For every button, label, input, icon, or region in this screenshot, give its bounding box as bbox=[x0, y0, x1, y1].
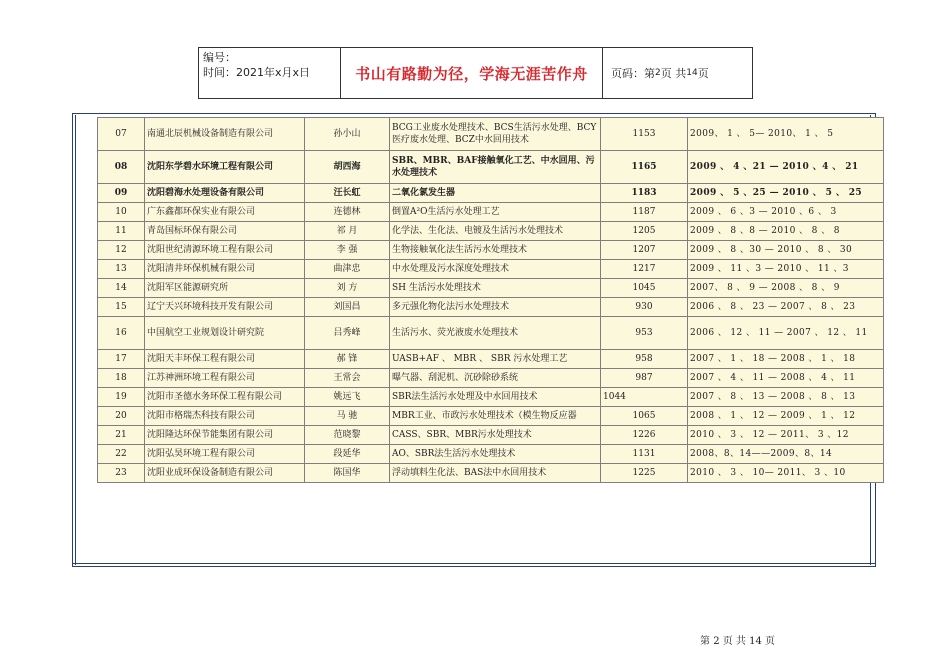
table-row bbox=[98, 184, 884, 203]
company-name: 青岛国标环保有限公司 bbox=[145, 222, 305, 241]
table-row bbox=[98, 298, 884, 317]
table-row bbox=[98, 241, 884, 260]
table-row bbox=[98, 203, 884, 222]
certificate-number: 1205 bbox=[601, 222, 688, 241]
row-number: 07 bbox=[98, 118, 145, 151]
header-meta bbox=[199, 48, 341, 98]
technology: AO、SBR法生活污水处理技术 bbox=[390, 445, 601, 464]
validity-period: 2006 、 12 、 11 — 2007 、 12 、 11 bbox=[688, 317, 884, 350]
code-label: 编号： bbox=[203, 51, 236, 64]
technology: 化学法、生化法、电镀及生活污水处理技术 bbox=[390, 222, 601, 241]
validity-period: 2007 、 1 、 18 — 2008 、 1 、 18 bbox=[688, 350, 884, 369]
technology: 中水处理及污水深度处理技术 bbox=[390, 260, 601, 279]
time-label: 时间：2021年x月x日 bbox=[203, 66, 311, 79]
contact-person: 孙小山 bbox=[305, 118, 390, 151]
technology: UASB+AF 、 MBR 、 SBR 污水处理工艺 bbox=[390, 350, 601, 369]
certificate-number: 1165 bbox=[601, 151, 688, 184]
validity-period: 2007 、 4 、 11 — 2008 、 4 、 11 bbox=[688, 369, 884, 388]
validity-period: 2009、 1 、 5— 2010、 1 、 5 bbox=[688, 118, 884, 151]
company-name: 南通北辰机械设备制造有限公司 bbox=[145, 118, 305, 151]
footer-page-total: 14 bbox=[749, 636, 762, 647]
row-number: 12 bbox=[98, 241, 145, 260]
page-mid: 页 共 bbox=[660, 67, 687, 80]
company-name: 沈阳军区能源研究所 bbox=[145, 279, 305, 298]
footer-text-b: 页 共 bbox=[722, 636, 746, 647]
technology: CASS、SBR、MBR污水处理技术 bbox=[390, 426, 601, 445]
contact-person: 祁 月 bbox=[305, 222, 390, 241]
page-total: 14 bbox=[686, 68, 698, 78]
contact-person: 范晓黎 bbox=[305, 426, 390, 445]
certificate-number: 930 bbox=[601, 298, 688, 317]
validity-period: 2007、 8 、 9 — 2008 、 8 、 9 bbox=[688, 279, 884, 298]
certificate-number: 1153 bbox=[601, 118, 688, 151]
page-footer bbox=[700, 632, 775, 647]
contact-person: 汪长虹 bbox=[305, 184, 390, 203]
certificate-number: 958 bbox=[601, 350, 688, 369]
technology: 生物接触氧化法生活污水处理技术 bbox=[390, 241, 601, 260]
frame-left-line bbox=[75, 115, 76, 565]
certificate-number: 953 bbox=[601, 317, 688, 350]
certificate-number: 1131 bbox=[601, 445, 688, 464]
contact-person: 曲津忠 bbox=[305, 260, 390, 279]
frame-inner-line bbox=[73, 563, 875, 564]
registry-table bbox=[97, 117, 884, 483]
certificate-number: 1065 bbox=[601, 407, 688, 426]
validity-period: 2008 、 1 、 12 — 2009 、 1 、 12 bbox=[688, 407, 884, 426]
technology: 二氧化氯发生器 bbox=[390, 184, 601, 203]
validity-period: 2009 、 8 、8 — 2010 、 8 、 8 bbox=[688, 222, 884, 241]
header-page-info bbox=[603, 48, 752, 98]
technology: 浮动填料生化法、BAS法中水回用技术 bbox=[390, 464, 601, 483]
row-number: 21 bbox=[98, 426, 145, 445]
certificate-number: 1183 bbox=[601, 184, 688, 203]
contact-person: 胡西海 bbox=[305, 151, 390, 184]
row-number: 14 bbox=[98, 279, 145, 298]
company-name: 沈阳东学碧水环境工程有限公司 bbox=[145, 151, 305, 184]
page-number: 2 bbox=[655, 68, 661, 78]
contact-person: 陈国华 bbox=[305, 464, 390, 483]
technology: SH 生活污水处理技术 bbox=[390, 279, 601, 298]
company-name: 沈阳隆达环保节能集团有限公司 bbox=[145, 426, 305, 445]
row-number: 11 bbox=[98, 222, 145, 241]
row-number: 18 bbox=[98, 369, 145, 388]
validity-period: 2007 、 8 、 13 — 2008 、 8 、 13 bbox=[688, 388, 884, 407]
row-number: 08 bbox=[98, 151, 145, 184]
certificate-number: 1045 bbox=[601, 279, 688, 298]
technology: MBR工业、市政污水处理技术（模生物反应器 bbox=[390, 407, 601, 426]
contact-person: 段延华 bbox=[305, 445, 390, 464]
row-number: 16 bbox=[98, 317, 145, 350]
validity-period: 2009 、 5 、25 — 2010 、 5 、 25 bbox=[688, 184, 884, 203]
contact-person: 王常会 bbox=[305, 369, 390, 388]
company-name: 沈阳市格瑞杰科技有限公司 bbox=[145, 407, 305, 426]
certificate-number: 1187 bbox=[601, 203, 688, 222]
row-number: 15 bbox=[98, 298, 145, 317]
table-row bbox=[98, 369, 884, 388]
certificate-number: 987 bbox=[601, 369, 688, 388]
certificate-number: 1225 bbox=[601, 464, 688, 483]
company-name: 广东鑫都环保实业有限公司 bbox=[145, 203, 305, 222]
footer-text-c: 页 bbox=[765, 636, 776, 647]
footer-text-a: 第 bbox=[700, 636, 710, 647]
row-number: 09 bbox=[98, 184, 145, 203]
validity-period: 2009 、 8 、30 — 2010 、 8 、 30 bbox=[688, 241, 884, 260]
table-row bbox=[98, 151, 884, 184]
row-number: 10 bbox=[98, 203, 145, 222]
contact-person: 马 驰 bbox=[305, 407, 390, 426]
table-row bbox=[98, 317, 884, 350]
row-number: 17 bbox=[98, 350, 145, 369]
technology: 曝气器、刮泥机、沉砂除砂系统 bbox=[390, 369, 601, 388]
row-number: 22 bbox=[98, 445, 145, 464]
table-row bbox=[98, 222, 884, 241]
validity-period: 2008、8、14——2009、8、14 bbox=[688, 445, 884, 464]
table-row bbox=[98, 407, 884, 426]
page-end: 页 bbox=[697, 67, 709, 80]
company-name: 辽宁天兴环境科技开发有限公司 bbox=[145, 298, 305, 317]
validity-period: 2010 、 3 、 12 — 2011、 3 、12 bbox=[688, 426, 884, 445]
contact-person: 刘国昌 bbox=[305, 298, 390, 317]
contact-person: 姚远飞 bbox=[305, 388, 390, 407]
page-label: 页码：第 bbox=[611, 67, 655, 80]
row-number: 13 bbox=[98, 260, 145, 279]
certificate-number: 1044 bbox=[601, 388, 688, 407]
company-name: 沈阳业成环保设备制造有限公司 bbox=[145, 464, 305, 483]
row-number: 23 bbox=[98, 464, 145, 483]
table-row bbox=[98, 260, 884, 279]
table-row bbox=[98, 279, 884, 298]
technology: 倒置A²O生活污水处理工艺 bbox=[390, 203, 601, 222]
table-row bbox=[98, 445, 884, 464]
footer-page-number: 2 bbox=[713, 636, 720, 647]
certificate-number: 1207 bbox=[601, 241, 688, 260]
validity-period: 2006 、 8 、 23 — 2007 、 8 、 23 bbox=[688, 298, 884, 317]
table-row bbox=[98, 426, 884, 445]
contact-person: 吕秀峰 bbox=[305, 317, 390, 350]
company-name: 沈阳清井环保机械有限公司 bbox=[145, 260, 305, 279]
company-name: 沈阳碧海水处理设备有限公司 bbox=[145, 184, 305, 203]
table-row bbox=[98, 350, 884, 369]
table-row bbox=[98, 388, 884, 407]
technology: BCG工业废水处理技术、BCS生活污水处理、BCY医疗废水处理、BCZ中水回用技术 bbox=[390, 118, 601, 151]
header-motto: 书山有路勤为径，学海无涯苦作舟 bbox=[341, 48, 603, 98]
table-row bbox=[98, 464, 884, 483]
validity-period: 2010 、 3 、 10— 2011、 3 、10 bbox=[688, 464, 884, 483]
technology: 生活污水、荧光液废水处理技术 bbox=[390, 317, 601, 350]
validity-period: 2009 、 6 、3 — 2010 、6 、 3 bbox=[688, 203, 884, 222]
company-name: 沈阳天丰环保工程有限公司 bbox=[145, 350, 305, 369]
contact-person: 刘 方 bbox=[305, 279, 390, 298]
page-header bbox=[198, 47, 753, 99]
certificate-number: 1226 bbox=[601, 426, 688, 445]
validity-period: 2009 、 4 、21 — 2010 、4 、 21 bbox=[688, 151, 884, 184]
technology: SBR法生活污水处理及中水回用技术 bbox=[390, 388, 601, 407]
company-name: 沈阳世纪清源环境工程有限公司 bbox=[145, 241, 305, 260]
contact-person: 李 强 bbox=[305, 241, 390, 260]
table-row bbox=[98, 118, 884, 151]
company-name: 沈阳市圣德水务环保工程有限公司 bbox=[145, 388, 305, 407]
technology: 多元强化物化法污水处理技术 bbox=[390, 298, 601, 317]
technology: SBR、MBR、BAF接触氧化工艺、中水回用、污水处理技术 bbox=[390, 151, 601, 184]
contact-person: 郝 锋 bbox=[305, 350, 390, 369]
validity-period: 2009 、 11 、3 — 2010 、 11 、3 bbox=[688, 260, 884, 279]
certificate-number: 1217 bbox=[601, 260, 688, 279]
company-name: 沈阳弘昊环境工程有限公司 bbox=[145, 445, 305, 464]
company-name: 江苏神洲环境工程有限公司 bbox=[145, 369, 305, 388]
row-number: 19 bbox=[98, 388, 145, 407]
contact-person: 连德林 bbox=[305, 203, 390, 222]
company-name: 中国航空工业规划设计研究院 bbox=[145, 317, 305, 350]
registry-table-body bbox=[98, 118, 884, 483]
row-number: 20 bbox=[98, 407, 145, 426]
